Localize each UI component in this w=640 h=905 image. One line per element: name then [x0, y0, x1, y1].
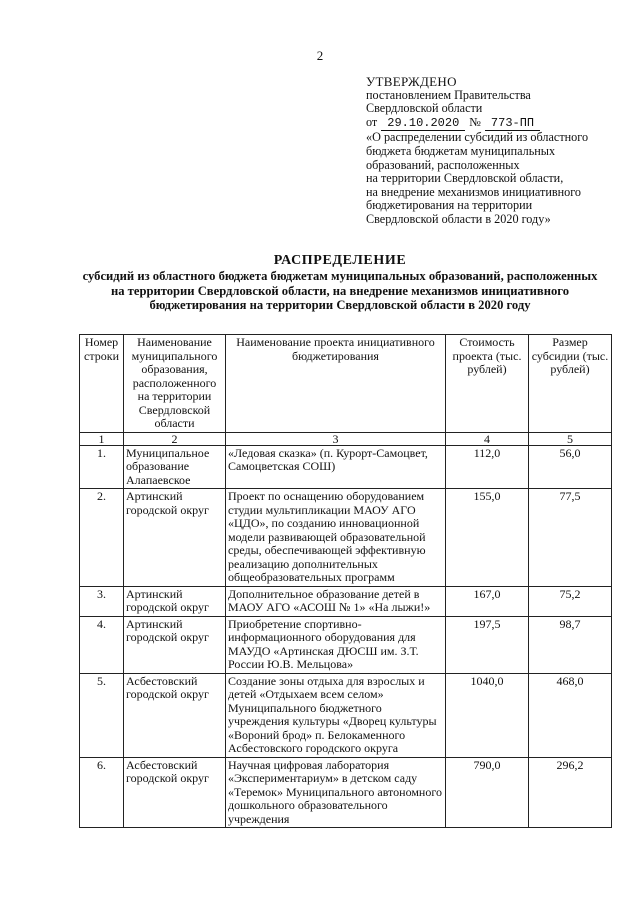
- subsidy-amount: 98,7: [529, 616, 612, 673]
- subsidy-amount: 296,2: [529, 757, 612, 828]
- approval-block: [366, 75, 636, 227]
- document-title: [60, 253, 620, 313]
- subsidy-amount: 468,0: [529, 673, 612, 757]
- project-cost: 155,0: [446, 489, 529, 587]
- table-row: [80, 673, 612, 757]
- project-cost: 790,0: [446, 757, 529, 828]
- project-cost: 167,0: [446, 586, 529, 616]
- approval-ref-line: бюджетирования на территории: [366, 198, 533, 213]
- approval-date: 29.10.2020: [381, 117, 465, 132]
- project-cost: 112,0: [446, 445, 529, 489]
- project-cost: 1040,0: [446, 673, 529, 757]
- municipality: Артинский городской округ: [124, 586, 226, 616]
- page-number: 2: [316, 48, 324, 63]
- table-header-row: [80, 335, 612, 433]
- title-sub-line: субсидий из областного бюджета бюджетам муниципальных образований, расположенных: [82, 269, 598, 283]
- row-number: 6.: [80, 757, 124, 828]
- municipality: Артинский городской округ: [124, 489, 226, 587]
- project-name: Научная цифровая лаборатория «Экспериментариум» в детском саду «Теремок» Муниципального автономного дошкольного образовательного учреждения: [226, 757, 446, 828]
- row-number: 2.: [80, 489, 124, 587]
- approval-heading: УТВЕРЖДЕНО: [366, 74, 457, 89]
- number-prefix: №: [469, 114, 481, 129]
- approval-ref-line: бюджета бюджетам муниципальных: [366, 143, 556, 158]
- approval-ref-line: на внедрение механизмов инициативного: [366, 184, 582, 199]
- subsidy-amount: 77,5: [529, 489, 612, 587]
- title-sub-line: бюджетирования на территории Свердловской области в 2020 году: [149, 298, 531, 312]
- subsidy-amount: 75,2: [529, 586, 612, 616]
- table-row: [80, 616, 612, 673]
- project-name: Дополнительное образование детей в МАОУ АГО «АСОШ № 1» «На лыжи!»: [226, 586, 446, 616]
- table-row: [80, 757, 612, 828]
- column-number: 4: [446, 432, 529, 445]
- header-municipality: Наименование муниципального образования, расположенного на территории Свердловской области: [124, 335, 226, 433]
- title-main: РАСПРЕДЕЛЕНИЕ: [273, 253, 407, 268]
- column-number-row: [80, 432, 612, 445]
- project-name: «Ледовая сказка» (п. Курорт-Самоцвет, Самоцветская СОШ): [226, 445, 446, 489]
- distribution-table: [79, 334, 612, 828]
- column-number: 5: [529, 432, 612, 445]
- column-number: 3: [226, 432, 446, 445]
- project-name: Приобретение спортивно-информационного оборудования для МАУДО «Артинская ДЮСШ им. З.Т. России Ю.В. Мельцова»: [226, 616, 446, 673]
- column-number: 2: [124, 432, 226, 445]
- header-project: Наименование проекта инициативного бюджетирования: [226, 335, 446, 433]
- date-prefix: от: [366, 114, 378, 129]
- approval-ref-line: «О распределении субсидий из областного: [366, 130, 589, 145]
- header-cost: Стоимость проекта (тыс. рублей): [446, 335, 529, 433]
- approval-ref-line: Свердловской области в 2020 году»: [366, 211, 551, 226]
- row-number: 3.: [80, 586, 124, 616]
- approval-line: Свердловской области: [366, 101, 483, 116]
- project-name: Проект по оснащению оборудованием студии мультипликации МАОУ АГО «ЦДО», по созданию инновационной модели развивающей образовательной среды, обеспечивающей эффективную реализацию дополнительных общеобразовательных программ: [226, 489, 446, 587]
- table-row: [80, 445, 612, 489]
- municipality: Муниципальное образование Алапаевское: [124, 445, 226, 489]
- approval-number: 773-ПП: [485, 117, 540, 132]
- row-number: 1.: [80, 445, 124, 489]
- table-row: [80, 489, 612, 587]
- approval-line: постановлением Правительства: [366, 87, 531, 102]
- header-row-number: Номер строки: [80, 335, 124, 433]
- approval-ref-line: на территории Свердловской области,: [366, 171, 564, 186]
- row-number: 5.: [80, 673, 124, 757]
- column-number: 1: [80, 432, 124, 445]
- row-number: 4.: [80, 616, 124, 673]
- approval-ref-line: образований, расположенных: [366, 157, 520, 172]
- header-subsidy: Размер субсидии (тыс. рублей): [529, 335, 612, 433]
- table-row: [80, 586, 612, 616]
- subsidy-amount: 56,0: [529, 445, 612, 489]
- title-sub-line: на территории Свердловской области, на внедрение механизмов инициативного: [110, 283, 569, 298]
- municipality: Асбестовский городской округ: [124, 757, 226, 828]
- approval-date-line: [366, 116, 636, 132]
- project-cost: 197,5: [446, 616, 529, 673]
- project-name: Создание зоны отдыха для взрослых и детей «Отдыхаем всем селом» Муниципального бюджетного учреждения культуры «Дворец культуры «Вороний брод» п. Белокаменного Асбестовского городского округа: [226, 673, 446, 757]
- municipality: Асбестовский городской округ: [124, 673, 226, 757]
- municipality: Артинский городской округ: [124, 616, 226, 673]
